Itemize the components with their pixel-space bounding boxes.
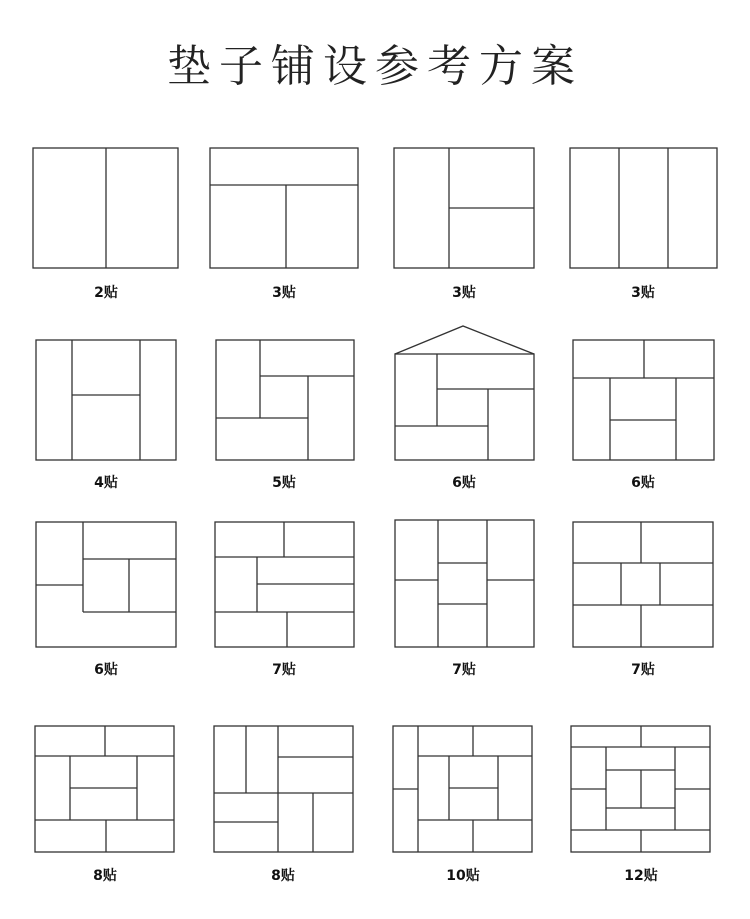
layout-label-4: 3贴 xyxy=(631,285,655,301)
layout-diagram-2-mats xyxy=(33,148,178,268)
layout-diagram-4-mats xyxy=(36,340,176,460)
layout-diagram-6-mats-b xyxy=(36,522,176,647)
layout-diagram-7-mats-a xyxy=(215,522,354,647)
layout-label-16: 12贴 xyxy=(624,868,658,884)
layout-diagram-6-mats-a xyxy=(573,340,714,460)
layout-label-9: 6贴 xyxy=(94,662,118,678)
layout-diagram-3-mats-b xyxy=(394,148,534,268)
layout-label-15: 10贴 xyxy=(446,868,480,884)
layout-diagram-6-mats-house xyxy=(395,326,534,460)
layout-label-8: 6贴 xyxy=(631,475,655,491)
layout-label-1: 2贴 xyxy=(94,285,118,301)
page-title: 垫子铺设参考方案 xyxy=(167,41,583,92)
layout-label-5: 4贴 xyxy=(94,475,118,491)
layout-label-11: 7贴 xyxy=(452,662,476,678)
layout-diagram-8-mats-b xyxy=(214,726,353,852)
layout-diagram-5-mats xyxy=(216,340,354,460)
layout-label-10: 7贴 xyxy=(272,662,296,678)
layout-label-13: 8贴 xyxy=(93,868,117,884)
layout-label-12: 7贴 xyxy=(631,662,655,678)
layout-label-3: 3贴 xyxy=(452,285,476,301)
layout-diagram-3-mats-a xyxy=(210,148,358,268)
layout-label-6: 5贴 xyxy=(272,475,296,491)
layout-diagram-3-mats-c xyxy=(570,148,717,268)
layout-label-7: 6贴 xyxy=(452,475,476,491)
layout-diagram-7-mats-c xyxy=(573,522,713,647)
layout-diagram-12-mats xyxy=(571,726,710,852)
layout-diagram-8-mats-a xyxy=(35,726,174,852)
layout-label-14: 8贴 xyxy=(271,868,295,884)
layout-diagram-10-mats xyxy=(393,726,532,852)
layout-diagram-7-mats-b xyxy=(395,520,534,647)
layout-label-2: 3贴 xyxy=(272,285,296,301)
